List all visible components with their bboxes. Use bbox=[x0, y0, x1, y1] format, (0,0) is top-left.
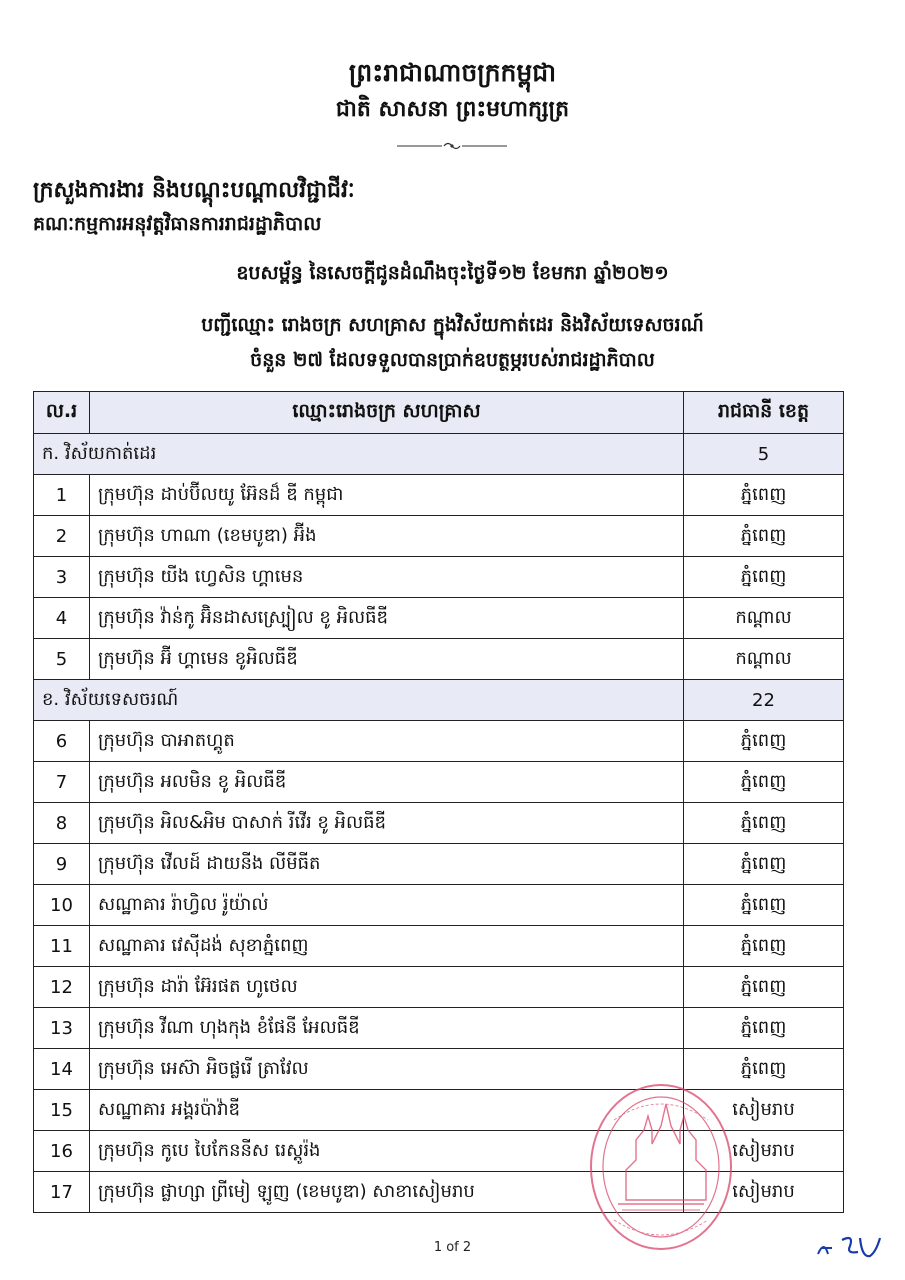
national-motto: ជាតិ សាសនា ព្រះមហាក្សត្រ bbox=[335, 97, 570, 122]
section-row bbox=[34, 434, 844, 475]
row-number: 5 bbox=[34, 639, 90, 680]
province-name: ភ្នំពេញ bbox=[684, 516, 844, 557]
company-name: សណ្ឋាគារ វេស៊ីដង់ សុខាភ្នំពេញ bbox=[90, 926, 684, 967]
section-count: 22 bbox=[684, 680, 844, 721]
row-number: 3 bbox=[34, 557, 90, 598]
table-row bbox=[34, 926, 844, 967]
section-count: 5 bbox=[684, 434, 844, 475]
section-label: ខ. វិស័យទេសចរណ៍ bbox=[34, 680, 684, 721]
province-name: ភ្នំពេញ bbox=[684, 926, 844, 967]
province-name: ភ្នំពេញ bbox=[684, 885, 844, 926]
row-number: 17 bbox=[34, 1172, 90, 1213]
ministry-name: ក្រសួងការងារ និងបណ្តុះបណ្តាលវិជ្ជាជីវៈ bbox=[33, 178, 355, 203]
company-name: សណ្ឋាគារ រ៉ាហ្វិល រ៉ូយ៉ាល់ bbox=[90, 885, 684, 926]
province-name: ភ្នំពេញ bbox=[684, 1008, 844, 1049]
province-name: កណ្តាល bbox=[684, 639, 844, 680]
table-header-row bbox=[34, 392, 844, 434]
province-name: ភ្នំពេញ bbox=[684, 844, 844, 885]
province-name: ភ្នំពេញ bbox=[684, 475, 844, 516]
row-number: 9 bbox=[34, 844, 90, 885]
company-name: ក្រុមហ៊ុន អលមិន ខូ អិលធីឌី bbox=[90, 762, 684, 803]
company-name: ក្រុមហ៊ុន ដារ៉ា អ៊ែរផត ហូថេល bbox=[90, 967, 684, 1008]
section-row bbox=[34, 680, 844, 721]
province-name: ភ្នំពេញ bbox=[684, 803, 844, 844]
company-name: ក្រុមហ៊ុន ហាណា (ខេមបូឌា) អ៊ីង bbox=[90, 516, 684, 557]
row-number: 6 bbox=[34, 721, 90, 762]
table-row bbox=[34, 762, 844, 803]
committee-name: គណៈកម្មការអនុវត្តវិធានការរាជរដ្ឋាភិបាល bbox=[33, 213, 322, 235]
company-name: ក្រុមហ៊ុន អ៊ី ហ្គាមេន ខូអិលធីឌី bbox=[90, 639, 684, 680]
table-row bbox=[34, 557, 844, 598]
province-name: ភ្នំពេញ bbox=[684, 721, 844, 762]
table-row bbox=[34, 721, 844, 762]
row-number: 16 bbox=[34, 1131, 90, 1172]
company-name: ក្រុមហ៊ុន ផ្លាហ្សា ព្រីមៀ ឡូញ (ខេមបូឌា) សាខាសៀមរាប bbox=[90, 1172, 684, 1213]
company-name: ក្រុមហ៊ុន អេស៊ា អិចផ្លរើ ត្រាវែល bbox=[90, 1049, 684, 1090]
table-row bbox=[34, 598, 844, 639]
page-number: 1 of 2 bbox=[433, 1240, 472, 1255]
row-number: 11 bbox=[34, 926, 90, 967]
table-row bbox=[34, 516, 844, 557]
company-name: ក្រុមហ៊ុន បាអាតហ្គូត bbox=[90, 721, 684, 762]
company-name: ក្រុមហ៊ុន អិល&អិម បាសាក់ រីវើរ ខូ អិលធីឌី bbox=[90, 803, 684, 844]
table-row bbox=[34, 803, 844, 844]
header-name: ឈ្មោះរោងចក្រ សហគ្រាស bbox=[90, 392, 684, 434]
kingdom-title: ព្រះរាជាណាចក្រកម្ពុជា bbox=[348, 58, 557, 87]
row-number: 2 bbox=[34, 516, 90, 557]
row-number: 8 bbox=[34, 803, 90, 844]
header-province: រាជធានី ខេត្ត bbox=[684, 392, 844, 434]
table-row bbox=[34, 639, 844, 680]
row-number: 15 bbox=[34, 1090, 90, 1131]
row-number: 7 bbox=[34, 762, 90, 803]
province-name: ភ្នំពេញ bbox=[684, 967, 844, 1008]
row-number: 4 bbox=[34, 598, 90, 639]
official-seal-stamp bbox=[586, 1080, 736, 1255]
row-number: 10 bbox=[34, 885, 90, 926]
province-name: សៀមរាប bbox=[684, 1090, 844, 1131]
table-row bbox=[34, 1008, 844, 1049]
ornament-divider-icon bbox=[392, 140, 512, 152]
province-name: ភ្នំពេញ bbox=[684, 557, 844, 598]
province-name: ភ្នំពេញ bbox=[684, 1049, 844, 1090]
company-name: ក្រុមហ៊ុន កូបេ បៃកែននីស រេស្តូរ៉ង bbox=[90, 1131, 684, 1172]
province-name: ភ្នំពេញ bbox=[684, 762, 844, 803]
company-name: ក្រុមហ៊ុន យីង ហ្វេសិន ហ្គាមេន bbox=[90, 557, 684, 598]
company-name: ក្រុមហ៊ុន វ៉ាន់កូ អ៊ិនដាសស្រ្បៀល ខូ អិលធីឌី bbox=[90, 598, 684, 639]
section-label: ក. វិស័យកាត់ដេរ bbox=[34, 434, 684, 475]
signature-initials-icon bbox=[814, 1232, 889, 1264]
company-name: សណ្ឋាគារ អង្គរប៉ាវ៉ាឌី bbox=[90, 1090, 684, 1131]
list-subtitle: ចំនួន ២៧ ដែលទទួលបានប្រាក់ឧបត្ថម្ភរបស់រាជរដ្ឋាភិបាល bbox=[250, 349, 655, 371]
company-name: ក្រុមហ៊ុន វីណា ហុងកុង ខំផែនី អែលធីឌី bbox=[90, 1008, 684, 1049]
header-no: ល.រ bbox=[34, 392, 90, 434]
province-name: សៀមរាប bbox=[684, 1131, 844, 1172]
province-name: កណ្តាល bbox=[684, 598, 844, 639]
row-number: 12 bbox=[34, 967, 90, 1008]
row-number: 1 bbox=[34, 475, 90, 516]
list-title: បញ្ជីឈ្មោះ រោងចក្រ សហគ្រាស ក្នុងវិស័យកាត់ដេរ និងវិស័យទេសចរណ៍ bbox=[201, 314, 704, 336]
row-number: 13 bbox=[34, 1008, 90, 1049]
row-number: 14 bbox=[34, 1049, 90, 1090]
table-row bbox=[34, 844, 844, 885]
table-row bbox=[34, 475, 844, 516]
company-name: ក្រុមហ៊ុន ដាប់ប៊ីលយូ អ៊ែនដ៏ ឌី កម្ពុជា bbox=[90, 475, 684, 516]
annex-title: ឧបសម្ព័ន្ធ នៃសេចក្តីជូនដំណឹងចុះថ្ងៃទី១២ ខែមករា ឆ្នាំ២០២១ bbox=[236, 262, 669, 284]
province-name: សៀមរាប bbox=[684, 1172, 844, 1213]
table-row bbox=[34, 885, 844, 926]
table-row bbox=[34, 967, 844, 1008]
company-name: ក្រុមហ៊ុន វើលដ៍ ដាយនីង លីមីធីត bbox=[90, 844, 684, 885]
